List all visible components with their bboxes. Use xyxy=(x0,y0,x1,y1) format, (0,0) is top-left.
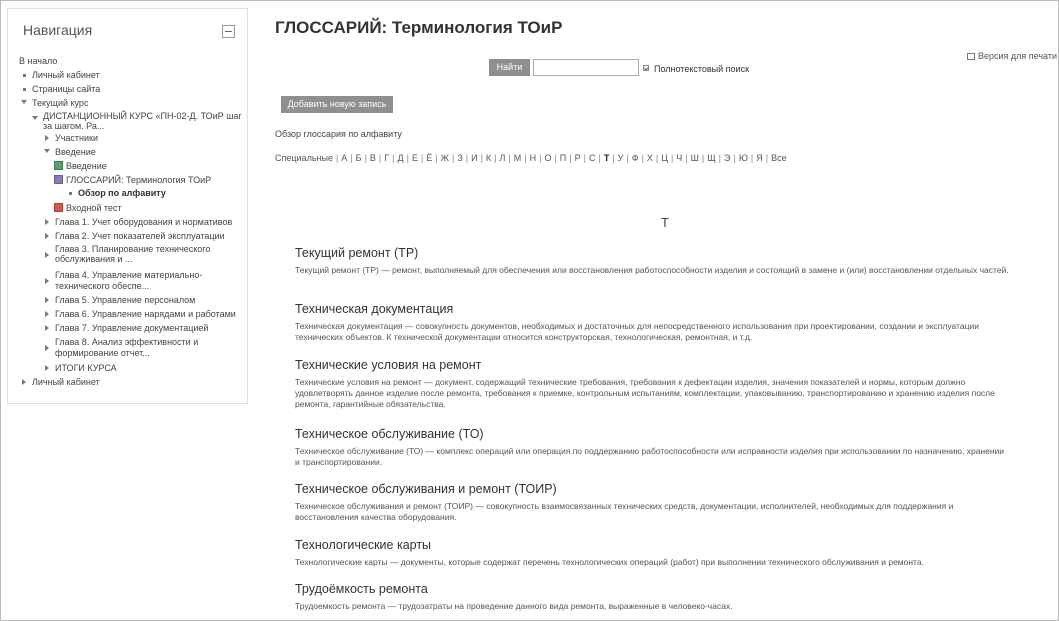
entry-definition: Техническое обслуживание (ТО) — комплекс операций или операция по поддержанию работоспособности или исправности изделия при использовании по назначению, хранении и транспортировании. xyxy=(295,446,1005,467)
search-input[interactable] xyxy=(533,59,639,76)
alphabet-letter[interactable]: М xyxy=(513,153,522,163)
expand-icon[interactable] xyxy=(21,100,27,104)
entry-definition: Трудоемкость ремонта — трудозатраты на проведение данного вида ремонта, выраженные в человеко-часах. xyxy=(295,601,733,611)
alphabet-separator: | xyxy=(685,153,688,163)
alphabet-letter[interactable]: Х xyxy=(646,153,653,163)
collapsed-icon[interactable] xyxy=(45,219,49,225)
alphabet-separator: | xyxy=(392,153,395,163)
nav-course-results[interactable]: ИТОГИ КУРСА xyxy=(55,363,117,373)
alphabet-letter[interactable]: Ф xyxy=(631,153,639,163)
alphabet-letter[interactable]: В xyxy=(369,153,376,163)
alphabet-letter[interactable]: Я xyxy=(756,153,763,163)
nav-entry-test[interactable]: Входной тест xyxy=(66,203,122,213)
alphabet-separator: | xyxy=(451,153,455,163)
alphabet-separator: | xyxy=(701,153,705,163)
nav-chapter-3-cont[interactable]: обслуживания и ... xyxy=(55,254,133,264)
nav-chapter-3[interactable]: Глава 3. Планирование технического xyxy=(55,244,211,254)
collapsed-icon[interactable] xyxy=(45,135,49,141)
navigation-block xyxy=(7,8,248,404)
collapsed-icon[interactable] xyxy=(45,311,49,317)
alphabet-letter[interactable]: Ш xyxy=(690,153,699,163)
entry-term: Техническая документация xyxy=(295,302,454,316)
collapsed-icon[interactable] xyxy=(45,278,49,284)
alphabet-letter[interactable]: Л xyxy=(499,153,506,163)
alphabet-separator: | xyxy=(364,153,367,163)
glossary-icon xyxy=(54,175,63,184)
nav-site-pages[interactable]: Страницы сайта xyxy=(32,84,101,94)
nav-participants[interactable]: Участники xyxy=(55,133,98,143)
collapsed-icon[interactable] xyxy=(45,233,49,239)
entry-term: Техническое обслуживание (ТО) xyxy=(295,427,484,441)
glossary-entry xyxy=(295,582,1015,612)
print-version-link[interactable] xyxy=(967,51,1057,61)
expand-icon[interactable] xyxy=(44,149,50,153)
nav-my-profile[interactable]: Личный кабинет xyxy=(32,377,100,387)
nav-chapter-6[interactable]: Глава 6. Управление нарядами и работами xyxy=(55,309,236,319)
alphabet-separator: | xyxy=(539,153,542,163)
entry-term: Техническое обслуживания и ремонт (ТОИР) xyxy=(295,482,557,496)
alphabet-letter[interactable]: С xyxy=(588,153,596,163)
alphabet-bar xyxy=(275,153,787,163)
bullet-icon xyxy=(69,192,72,195)
alphabet-letter[interactable]: Н xyxy=(529,153,537,163)
nav-chapter-5[interactable]: Глава 5. Управление персоналом xyxy=(55,295,196,305)
nav-browse-alphabet[interactable]: Обзор по алфавиту xyxy=(78,188,166,198)
alphabet-separator: | xyxy=(335,153,339,163)
alphabet-separator: | xyxy=(554,153,557,163)
alphabet-letter[interactable]: У xyxy=(617,153,624,163)
alphabet-letter: Т xyxy=(603,153,610,163)
nav-chapter-4-cont[interactable]: технического обеспе... xyxy=(55,281,150,291)
entry-term: Технологические карты xyxy=(295,538,432,552)
alphabet-separator: | xyxy=(750,153,754,163)
alphabet-separator: | xyxy=(733,153,736,163)
printer-icon xyxy=(967,53,975,60)
nav-intro-page[interactable]: Введение xyxy=(66,161,107,171)
page-icon xyxy=(54,161,63,170)
alphabet-separator: | xyxy=(420,153,424,163)
collapsed-icon[interactable] xyxy=(45,252,49,258)
entry-term: Текущий ремонт (ТР) xyxy=(295,246,419,260)
fulltext-checkbox[interactable] xyxy=(643,65,649,71)
alphabet-separator: | xyxy=(598,153,601,163)
expand-icon[interactable] xyxy=(32,116,38,120)
alphabet-separator: | xyxy=(480,153,483,163)
collapsed-icon[interactable] xyxy=(45,345,49,351)
alphabet-letter[interactable]: Ц xyxy=(661,153,668,163)
page-title: ГЛОССАРИЙ: Терминология ТОиР xyxy=(275,18,563,37)
alphabet-separator: | xyxy=(435,153,438,163)
browse-mode-label: Обзор глоссария по алфавиту xyxy=(275,129,402,139)
collapsed-icon[interactable] xyxy=(45,365,49,371)
nav-intro-section[interactable]: Введение xyxy=(55,147,96,157)
alphabet-separator: | xyxy=(612,153,615,163)
alphabet-letter[interactable]: Е xyxy=(411,153,418,163)
alphabet-separator: | xyxy=(350,153,353,163)
search-button[interactable]: Найти xyxy=(489,59,530,76)
glossary-entry xyxy=(295,427,1015,468)
glossary-entry xyxy=(295,482,1015,523)
alphabet-separator: | xyxy=(524,153,527,163)
alphabet-letter[interactable]: Щ xyxy=(707,153,716,163)
alphabet-separator: | xyxy=(670,153,674,163)
alphabet-letter[interactable]: Все xyxy=(771,153,787,163)
nav-current-course[interactable]: Текущий курс xyxy=(32,98,89,108)
alphabet-letter[interactable]: Ю xyxy=(738,153,748,163)
glossary-entry xyxy=(295,246,1015,276)
add-entry-button[interactable]: Добавить новую запись xyxy=(281,96,393,113)
nav-dashboard[interactable]: Личный кабинет xyxy=(32,70,100,80)
alphabet-letter[interactable]: Б xyxy=(355,153,362,163)
entry-definition: Технологические карты — документы, которые содержат перечень технологических операций (работ) при выполнении технического обслуживания и ремонта. xyxy=(295,557,924,567)
nav-glossary[interactable]: ГЛОССАРИЙ: Терминология ТОиР xyxy=(66,175,212,185)
alphabet-letter[interactable]: Ё xyxy=(426,153,433,163)
entry-definition: Техническое обслуживания и ремонт (ТОИР) — совокупность взаимосвязанных технических средств, документации, исполнителей, необходимых для поддержания и восстановления качества оборудования. xyxy=(295,501,954,522)
entry-definition: Текущий ремонт (ТР) — ремонт, выполняемый для обеспечения или восстановления работоспособности изделия и состоящий в замене и (или) восстановлении отдельных частей. xyxy=(295,265,1009,275)
entry-term: Трудоёмкость ремонта xyxy=(295,582,428,596)
bullet-icon xyxy=(23,74,26,77)
glossary-entry xyxy=(295,358,1015,410)
alphabet-letter[interactable]: Р xyxy=(574,153,581,163)
quiz-icon xyxy=(54,203,63,212)
nav-chapter-8-cont[interactable]: формирование отчет... xyxy=(55,348,150,358)
alphabet-separator: | xyxy=(765,153,769,163)
collapsed-icon[interactable] xyxy=(45,325,49,331)
entry-term: Технические условия на ремонт xyxy=(295,358,482,372)
alphabet-letter[interactable]: А xyxy=(341,153,348,163)
glossary-entry xyxy=(295,302,1015,343)
navigation-title: Навигация xyxy=(23,22,93,38)
nav-course-name[interactable]: ДИСТАНЦИОННЫЙ КУРС «ПН-02-Д. ТОиР шаг xyxy=(43,111,242,121)
alphabet-separator: | xyxy=(508,153,511,163)
alphabet-separator: | xyxy=(406,153,409,163)
bullet-icon xyxy=(23,88,26,91)
alphabet-letter[interactable]: Ч xyxy=(676,153,683,163)
alphabet-separator: | xyxy=(569,153,572,163)
print-version-label[interactable]: Версия для печати xyxy=(978,51,1058,61)
letter-heading: Т xyxy=(661,215,669,230)
navigation-header xyxy=(8,9,247,43)
alphabet-letter[interactable]: К xyxy=(485,153,492,163)
alphabet-letter[interactable]: Специальные xyxy=(275,153,333,163)
alphabet-letter[interactable]: Д xyxy=(397,153,404,163)
nav-chapter-7[interactable]: Глава 7. Управление документацией xyxy=(55,323,209,333)
nav-chapter-8[interactable]: Глава 8. Анализ эффективности и xyxy=(55,337,199,347)
alphabet-letter[interactable]: Ж xyxy=(440,153,449,163)
alphabet-letter[interactable]: Э xyxy=(724,153,731,163)
nav-chapter-2[interactable]: Глава 2. Учет показателей эксплуатации xyxy=(55,231,225,241)
glossary-entry xyxy=(295,538,1015,568)
alphabet-letter[interactable]: Г xyxy=(384,153,390,163)
collapsed-icon[interactable] xyxy=(22,379,26,385)
alphabet-separator: | xyxy=(494,153,497,163)
alphabet-separator: | xyxy=(626,153,629,163)
entry-definition: Технические условия на ремонт — документ, содержащий технические требования, требования к дефектации изделия, значения показателей и нормы, которым должно удовлетворять данное изделие после ремонта, требования к приемке, контрольным испытаниям, комплектации, упаковыванию, транспортированию и хранению изделия после ремонта, гарантийные обязательства. xyxy=(295,377,995,409)
nav-chapter-1[interactable]: Глава 1. Учет оборудования и нормативов xyxy=(55,217,233,227)
nav-course-name-cont[interactable]: за шагом. Ра... xyxy=(43,121,105,131)
nav-chapter-4[interactable]: Глава 4. Управление материально- xyxy=(55,270,203,280)
entry-definition: Техническая документация — совокупность документов, необходимых и достаточных для непосредственного использования при проектировании, создании и эксплуатации технических объектов. К технической документации относится конструкторская, технологическая, ремонтная, и т.д. xyxy=(295,321,979,342)
alphabet-letter[interactable]: П xyxy=(559,153,567,163)
collapsed-icon[interactable] xyxy=(45,297,49,303)
fulltext-label[interactable]: Полнотекстовый поиск xyxy=(654,64,750,74)
alphabet-letter[interactable]: И xyxy=(471,153,478,163)
alphabet-letter[interactable]: З xyxy=(457,153,463,163)
alphabet-separator: | xyxy=(641,153,644,163)
alphabet-separator: | xyxy=(655,153,659,163)
alphabet-separator: | xyxy=(465,153,469,163)
collapse-icon[interactable] xyxy=(222,25,235,38)
alphabet-separator: | xyxy=(378,153,382,163)
alphabet-separator: | xyxy=(718,153,721,163)
alphabet-letter[interactable]: О xyxy=(544,153,552,163)
nav-home[interactable]: В начало xyxy=(19,56,58,66)
alphabet-separator: | xyxy=(583,153,586,163)
